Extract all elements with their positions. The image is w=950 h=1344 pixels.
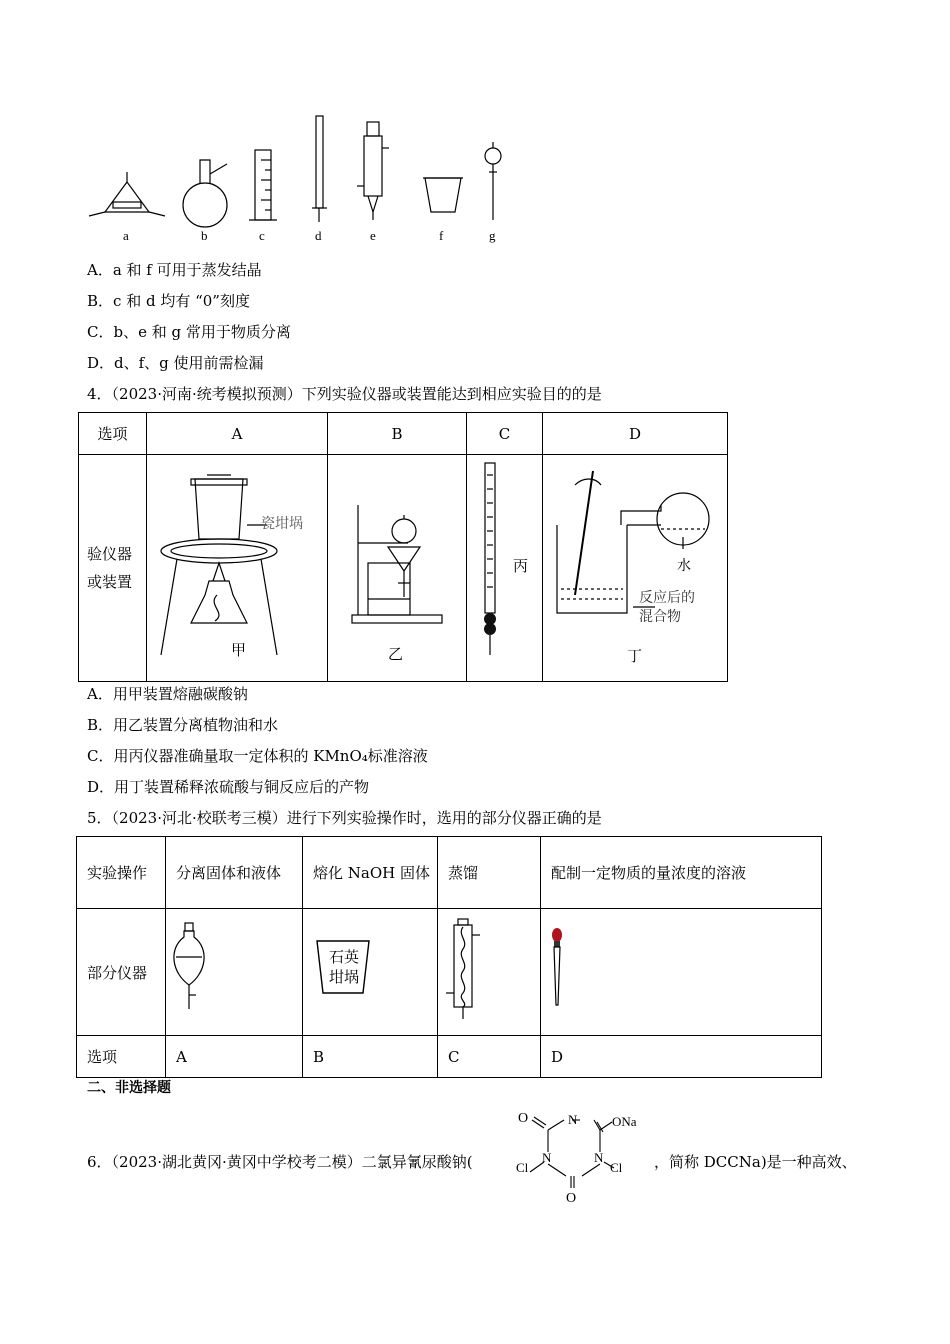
q4-header-option: 选项: [79, 413, 147, 455]
crucible-icon: [423, 178, 463, 212]
q3-option-a: A．a 和 f 可用于蒸发结晶: [87, 261, 262, 279]
distilling-flask-icon: [183, 160, 227, 227]
q3-option-b: B．c 和 d 均有 “0”刻度: [87, 292, 250, 310]
q5-row2-label: 部分仪器: [77, 909, 166, 1036]
apparatus-label-d: d: [315, 228, 322, 243]
graduated-cylinder-icon: [249, 150, 277, 220]
apparatus-label-e: e: [370, 228, 376, 243]
struct-cl-left: Cl: [516, 1160, 529, 1175]
crucible-label: 瓷坩埚: [261, 516, 303, 532]
q5-cell-funnel: [166, 909, 303, 1036]
q4-cell-b: [328, 455, 467, 682]
quartz-label-line1: 石英: [329, 948, 360, 966]
q4-stem: 4．（2023·河南·统考模拟预测）下列实验仪器或装置能达到相应实验目的的是: [87, 385, 602, 403]
jia-label: 甲: [231, 641, 247, 659]
q4-header-b: B: [328, 413, 467, 455]
q4-option-b: B．用乙装置分离植物油和水: [87, 716, 279, 734]
mix-label-line1: 反应后的: [639, 590, 695, 606]
q5-choice-c: C: [438, 1036, 541, 1078]
q5-op-distill: 蒸馏: [438, 837, 541, 909]
q4-row-label: [79, 455, 147, 682]
ding-label: 丁: [627, 647, 643, 665]
q4-cell-c: [467, 455, 543, 682]
apparatus-label-f: f: [439, 228, 444, 243]
quartz-label-line2: 坩埚: [329, 968, 360, 986]
mix-label: [639, 589, 695, 627]
q5-cell-dropper: [541, 909, 822, 1036]
bing-label: 丙: [513, 557, 529, 575]
q4-row-label-line1: 验仪器: [87, 545, 133, 563]
separatory-funnel-icon: [166, 909, 302, 1035]
q4-row-label-line2: 或装置: [87, 573, 133, 591]
q5-op-melt: 熔化 NaOH 固体: [303, 837, 438, 909]
q5-choice-d: D: [541, 1036, 822, 1078]
q6-suffix: ，简称 DCCNa)是一种高效、: [654, 1153, 857, 1171]
q5-op-prepare: 配制一定物质的量浓度的溶液: [541, 837, 822, 909]
section-title: 二、非选择题: [87, 1080, 171, 1096]
q6-prefix: 6．（2023·湖北黄冈·黄冈中学校考二模）二氯异氰尿酸钠(: [87, 1153, 473, 1171]
apparatus-label-g: g: [489, 228, 496, 243]
mix-label-line2: 混合物: [639, 609, 681, 625]
apparatus-bing-burette-icon: [467, 455, 542, 681]
q4-option-d: D．用丁装置稀释浓硫酸与铜反应后的产物: [87, 778, 370, 796]
struct-n-right: N: [594, 1150, 604, 1165]
q4-cell-d: [543, 455, 728, 682]
q5-choice-b: B: [303, 1036, 438, 1078]
q4-option-c: C．用丙仪器准确量取一定体积的 KMnO₄标准溶液: [87, 747, 428, 765]
q4-option-a: A．用甲装置熔融碳酸钠: [87, 685, 248, 703]
q4-cell-a: [147, 455, 328, 682]
struct-n-top: N: [568, 1112, 578, 1127]
separatory-condenser-icon: [357, 122, 389, 220]
dropping-funnel-icon: [485, 142, 501, 220]
q4-header-a: A: [147, 413, 328, 455]
dccna-structure-icon: [508, 1102, 648, 1212]
q5-row3-label: 选项: [77, 1036, 166, 1078]
q3-option-d: D．d、f、g 使用前需检漏: [87, 354, 264, 372]
q5-cell-crucible: [303, 909, 438, 1036]
q5-op-separate: 分离固体和液体: [166, 837, 303, 909]
yi-label: 乙: [388, 645, 404, 663]
struct-o-top: O: [518, 1111, 529, 1126]
quartz-crucible-icon: [303, 909, 437, 1035]
condenser-icon: [438, 909, 538, 1035]
struct-ona: ONa: [612, 1114, 637, 1129]
apparatus-label-b: b: [201, 228, 208, 243]
water-label: 水: [677, 558, 691, 574]
q5-row1-label: 实验操作: [77, 837, 166, 909]
q4-header-d: D: [543, 413, 728, 455]
q4-header-c: C: [467, 413, 543, 455]
q5-choice-a: A: [166, 1036, 303, 1078]
q3-option-c: C．b、e 和 g 常用于物质分离: [87, 323, 291, 341]
q5-table: [76, 836, 822, 1078]
q5-stem: 5．（2023·河北·校联考三模）进行下列实验操作时，选用的部分仪器正确的是: [87, 809, 602, 827]
apparatus-label-c: c: [259, 228, 265, 243]
quartz-crucible-label: [329, 947, 359, 987]
burette-icon: [312, 116, 327, 222]
struct-o-bottom: O: [566, 1191, 577, 1206]
apparatus-figure: [85, 112, 515, 247]
struct-n-left: N: [542, 1150, 552, 1165]
q4-table: [78, 412, 728, 682]
q5-cell-condenser: [438, 909, 541, 1036]
apparatus-label-a: a: [123, 228, 129, 243]
clay-triangle-icon: [89, 172, 165, 216]
struct-cl-right: Cl: [610, 1160, 623, 1175]
dropper-icon: [541, 909, 821, 1035]
